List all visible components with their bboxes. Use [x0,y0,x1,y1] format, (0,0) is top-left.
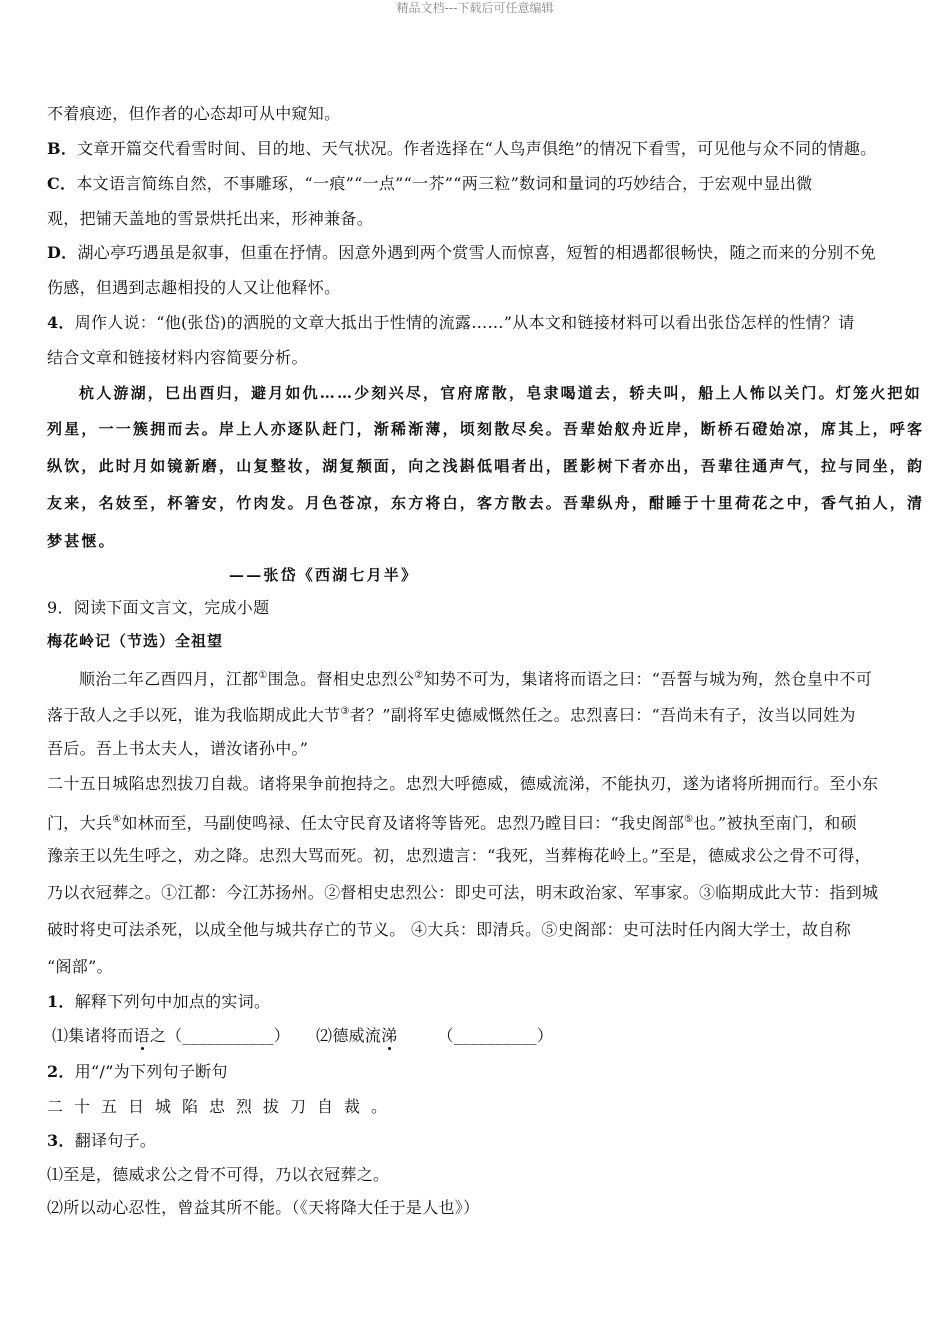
option-d [47,243,876,263]
option-label: C． [47,174,77,193]
excerpt-line: 友来，名妓至，杯箸安，竹肉发。月色苍凉，东方将白，客方散去。吾辈纵舟，酣睡于十里荷花之中，香气拍人，清 [47,494,925,512]
translate-item: ⑴至是，德威求公之骨不可得，乃以衣冠葬之。 [47,1165,390,1184]
footnote-mark: ① [258,670,268,681]
text-line: 观，把铺天盖地的雪景烘托出来，形神兼备。 [47,209,374,228]
footnote-mark: ② [414,670,424,681]
passage-title: 梅花岭记（节选）全祖望 [47,632,224,650]
footnote-mark: ③ [340,706,350,717]
excerpt-line: 梦甚惬。 [47,532,116,550]
option-label: B． [47,139,78,158]
subquestion-2 [47,1062,228,1082]
dotted-word: 涕 [381,1026,398,1045]
passage-line: 豫亲王以先生呼之，劝之降。忠烈大骂而死。初，忠烈遗言：“我死，当葬梅花岭上。”至是，德威求公之骨不可得， [47,846,871,865]
question-text: 翻译句子。 [74,1131,157,1150]
footnote-mark: ⑤ [684,814,694,825]
option-b [47,139,877,159]
subquestion-3 [47,1131,156,1151]
text-line: 伤感，但遇到志趣相投的人又让他释怀。 [47,278,341,297]
passage-line: 顺治二年乙酉四月，江都①围急。督相史忠烈公②知势不可为，集诸将而语之曰：“吾誓与城为殉，然仓皇中不可 [79,669,873,689]
passage-line: 门，大兵④如林而至，马副使鸣禄、任太守民育及诸将等皆死。忠烈乃瞠目曰：“我史阁部⑤也。”被执至南门，和硕 [47,813,857,833]
answer-blank[interactable]: 之（___________） [149,1026,291,1045]
footnote-line: “阁部”。 [47,957,113,976]
question-number: 4． [47,313,75,332]
question-text: 解释下列句中加点的实词。 [74,992,271,1011]
subquestion-1-items: ⑴集诸将而语之（___________） ⑵德威流涕 （__________） [52,1026,554,1045]
excerpt-line: 纵饮，此时月如镜新磨，山复整妆，湖复颒面，向之浅斟低唱者出，匿影树下者亦出，吾辈往通声气，拉与同坐，韵 [47,457,925,475]
question-number: 3． [47,1131,75,1150]
footnote-mark: ④ [112,814,122,825]
text-line: 不着痕迹，但作者的心态却可从中窥知。 [47,104,341,123]
page-header-watermark: 精品文档---下载后可任意编辑 [396,1,554,15]
excerpt-source: ——张岱《西湖七月半》 [229,566,419,584]
option-c [47,174,812,194]
excerpt-line: 列星，一一簇拥而去。岸上人亦逐队赶门，渐稀渐薄，顷刻散尽矣。吾辈始舣舟近岸，断桥石磴始凉，席其上，呼客 [47,420,925,438]
translate-item: ⑵所以动心忍性，曾益其所不能。（《天将降大任于是人也》） [47,1198,480,1217]
option-label: D． [47,243,78,262]
passage-line: 吾后。吾上书太夫人，谱汝诸孙中。” [47,739,309,758]
question-number: 2． [47,1062,75,1081]
footnote-line: 破时将史可法杀死，以成全他与城共存亡的节义。 ④大兵：即清兵。⑤史阁部：史可法时任内阁大学士，故自称 [47,920,852,939]
text-line: 结合文章和链接材料内容简要分析。 [47,348,308,367]
answer-blank[interactable]: （__________） [437,1026,554,1045]
question-text: 用“/”为下列句子断句 [74,1062,228,1081]
option-text: 湖心亭巧遇虽是叙事，但重在抒情。因意外遇到两个赏雪人而惊喜，短暂的相遇都很畅快，随之而来的分别不免 [77,243,877,262]
dotted-word: 语 [133,1026,150,1045]
passage-line: 落于敌人之手以死，谁为我临期成此大节③者？”副将军史德威慨然任之。忠烈喜曰：“吾尚未有子，汝当以同姓为 [47,705,856,725]
question-text: 周作人说：“他(张岱)的洒脱的文章大抵出于性情的流露……”从本文和链接材料可以看出张岱怎样的性情？请 [74,313,855,332]
excerpt-line: 杭人游湖，巳出酉归，避月如仇……少刻兴尽，官府席散，皂隶喝道去，轿夫叫，船上人怖以关门。灯笼火把如 [79,384,922,402]
passage-line: 二十五日城陷忠烈拔刀自裁。诸将果争前抱持之。忠烈大呼德威，德威流涕，不能执刃，遂为诸将所拥而行。至小东 [47,774,879,793]
sentence-to-punctuate: 二十五日城陷忠烈拔刀自裁。 [47,1097,399,1116]
option-text: 本文语言简练自然，不事雕琢，“一痕”“一点”“一芥”“两三粒”数词和量词的巧妙结合，于宏观中显出微 [76,174,813,193]
question-4 [47,313,855,333]
question-number: 1． [47,992,75,1011]
option-text: 文章开篇交代看雪时间、目的地、天气状况。作者选择在“人鸟声俱绝”的情况下看雪，可见他与众不同的情趣。 [77,139,877,158]
question-9: 9．阅读下面文言文，完成小题 [47,598,270,617]
footnote-line: 乃以衣冠葬之。①江都：今江苏扬州。②督相史忠烈公：即史可法，明末政治家、军事家。③临期成此大节：指到城 [47,883,879,902]
subquestion-1 [47,992,270,1012]
